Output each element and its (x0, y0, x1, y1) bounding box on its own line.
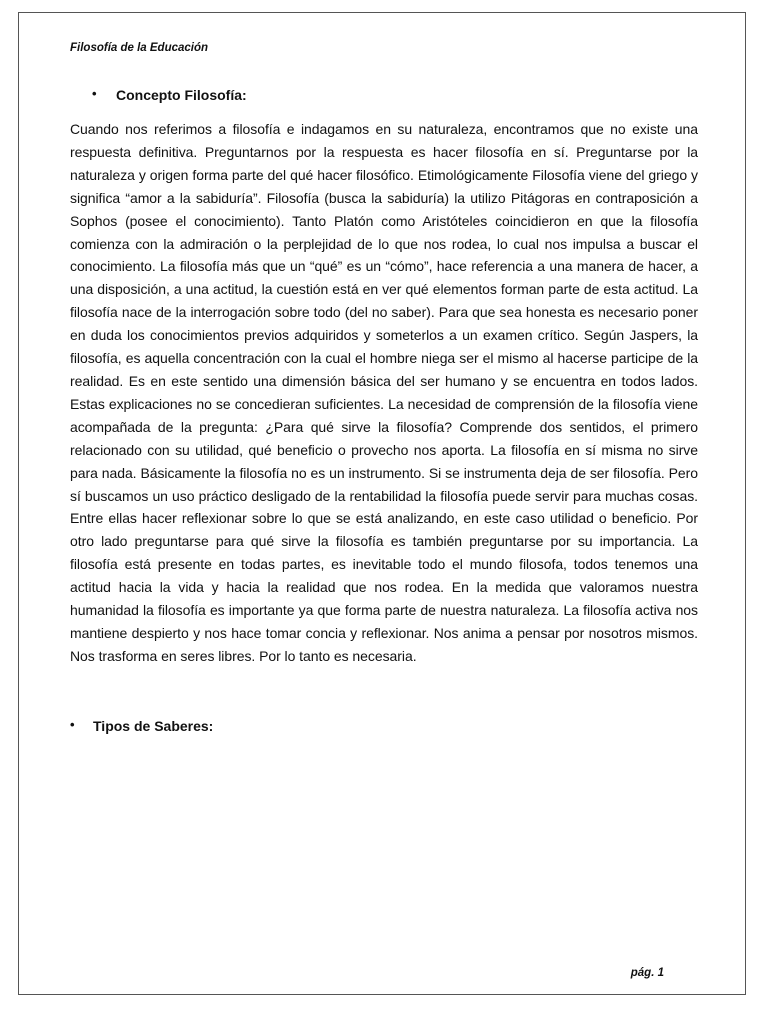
section-heading-label: Concepto Filosofía: (116, 87, 247, 103)
section-heading-concepto (92, 87, 247, 103)
section-heading-label: Tipos de Saberes: (93, 718, 214, 734)
bullet-icon: • (70, 717, 75, 732)
section-heading-tipos (70, 718, 213, 734)
bullet-icon: • (92, 86, 97, 101)
body-paragraph: Cuando nos referimos a filosofía e indagamos en su naturaleza, encontramos que no existe una respuesta definitiva. Preguntarnos por la respuesta es hacer filosofía en sí. Preguntarse por la naturaleza y origen forma parte del qué hacer filosófico. Etimológicamente Filosofía viene del griego y significa “amor a la sabiduría”. Filosofía (busca la sabiduría) la utilizo Pitágoras en contraposición a Sophos (posee el conocimiento). Tanto Platón como Aristóteles coincidieron en que la filosofía comienza con la admiración o la perplejidad de lo que nos rodea, lo cual nos impulsa a buscar el conocimiento. La filosofía más que un “qué” es un “cómo”, hace referencia a una manera de hacer, a una disposición, a una actitud, la cuestión está en ver qué elementos forman parte de esta actitud. La filosofía nace de la interrogación sobre todo (del no saber). Para que sea honesta es necesario poner en duda los conocimientos previos adquiridos y someterlos a un examen crítico. Según Jaspers, la filosofía, es aquella concentración con la cual el hombre niega ser el mismo al hacerse participe de la realidad. Es en este sentido una dimensión básica del ser humano y se encuentra en todos lados. Estas explicaciones no se concedieran suficientes. La necesidad de comprensión de la filosofía viene acompañada de la pregunta: ¿Para qué sirve la filosofía? Comprende dos sentidos, el primero relacionado con su utilidad, qué beneficio o provecho nos aporta. La filosofía en sí misma no sirve para nada. Básicamente la filosofía no es un instrumento. Si se instrumenta deja de ser filosofía. Pero sí buscamos un uso práctico desligado de la rentabilidad la filosofía puede servir para muchas cosas. Entre ellas hacer reflexionar sobre lo que se está analizando, en este caso utilidad o beneficio. Por otro lado preguntarse para qué sirve la filosofía es también preguntarse por su importancia. La filosofía está presente en todas partes, es inevitable todo el mundo filosofa, todos tenemos una actitud hacia la vida y hacia la realidad que nos rodea. En la medida que valoramos nuestra humanidad la filosofía es importante ya que forma parte de nuestra naturaleza. La filosofía activa nos mantiene despierto y nos hace tomar concia y reflexionar. Nos anima a pensar por nosotros mismos. Nos trasforma en seres libres. Por lo tanto es necesaria. (70, 121, 698, 664)
running-header: Filosofía de la Educación (70, 42, 209, 54)
page-number: pág. 1 (630, 967, 664, 979)
